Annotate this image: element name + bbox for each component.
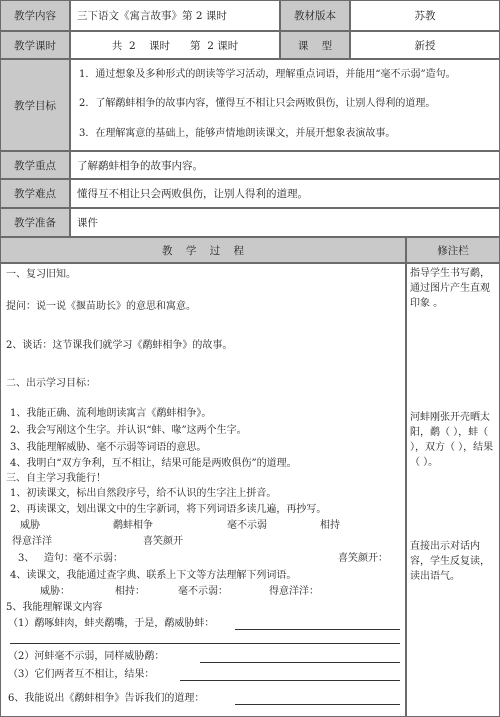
answer-line [10,643,400,644]
lesson-hours: 共 2 课时 第 2 课时 [70,31,280,59]
process-line: 6、我能说出《鹬蚌相争》告诉我们的道理： [8,693,205,704]
understand-word: 得意洋洋： [269,586,319,597]
label-key: 教学重点 [0,151,70,179]
process-line: 2、谈话：这节课我们就学习《鹬蚌相争》的故事。 [6,340,233,351]
zaoju-word-1: 毫不示弱： [73,553,123,564]
notes-body [406,263,500,717]
word: 毫不示弱 [227,520,267,531]
process-line: （2）河蚌毫不示弱，同样威胁鹬： [8,651,165,662]
process-line: 三、自主学习我能行！ [6,473,106,484]
objective-2: 2．了解鹬蚌相争的故事内容，懂得互不相让只会两败俱伤，让别人得利的道理。 [79,98,436,109]
notes-title: 修注栏 [406,237,500,263]
process-line: （1）鹬啄蚌肉，蚌夹鹬嘴，于是，鹬威胁蚌： [8,618,215,629]
understand-word: 威胁： [40,586,70,597]
word: 喜笑颜开 [143,536,183,547]
answer-line [235,704,400,705]
process-line: 3、我能理解威胁、毫不示弱等词语的意思。 [10,442,207,453]
zaoju-prefix: 3、 造句： [18,553,74,564]
process-line: 5、我能理解课文内容 [6,602,103,613]
note-1: 指导学生书写鹬，通过图片产生直观印象 。 [410,268,490,309]
word: 鹬蚌相争 [113,520,153,531]
process-title: 教 学 过 程 [0,237,406,263]
note-2: 河蚌刚张开壳晒太阳，鹬（ ），蚌（ ），双方（ ），结果（ ）。 [410,412,494,468]
process-line: 2、再读课文，划出课文中的生字新词，将下列词语多读几遍，再抄写。 [10,504,327,515]
process-line: 4、我明白“双方争利，互不相让，结果可能是两败俱伤”的道理。 [10,458,297,469]
process-line: 提问：说一说《揠苗助长》的意思和寓意。 [6,301,196,312]
process-line: 1、初读课文，标出自然段序号，给不认识的生字注上拼音。 [10,488,277,499]
lesson-content: 三下语文《寓言故事》第 2 课时 [70,0,280,31]
answer-line [180,680,400,681]
process-line: 1、我能正确、流利地朗读寓言《鹬蚌相争》。 [10,408,212,419]
objective-1: 1．通过想象及多种形式的朗读等学习活动，理解重点词语，并能用“毫不示弱”造句。 [79,69,456,80]
objective-3: 3．在理解寓意的基础上，能够声情地朗读课文，并展开想象表演故事。 [79,128,396,139]
key-point: 了解鹬蚌相争的故事内容。 [70,151,500,179]
label-prep: 教学准备 [0,208,70,237]
label-edition: 教材版本 [280,0,350,31]
understand-word: 毫不示弱： [178,586,228,597]
label-difficulty: 教学难点 [0,179,70,208]
objectives-cell [70,59,500,151]
preparation: 课件 [70,208,500,237]
process-line: 一、复习旧知。 [6,269,76,280]
label-hours: 教学课时 [0,31,70,59]
understand-word: 相持： [115,586,145,597]
process-line: （3）它们两者互不相让，结果： [8,669,155,680]
textbook-edition: 苏教 [350,0,500,31]
process-line: 2、我会写剐这个生字。并认识“蚌、喙”这两个生字。 [10,425,247,436]
lesson-type: 新授 [350,31,500,59]
word: 得意洋洋 [12,536,52,547]
process-line: 二、出示学习目标： [6,378,96,389]
label-objectives: 教学目标 [0,59,70,151]
label-content: 教学内容 [0,0,70,31]
word: 威胁 [20,520,40,531]
zaoju-word-2: 喜笑颜开： [338,553,388,564]
answer-line [235,629,400,630]
note-3: 直接出示对话内容，学生反复读，读出语气。 [410,541,490,582]
word: 相持 [320,520,340,531]
difficulty: 懂得互不相让只会两败俱伤，让别人得利的道理。 [70,179,500,208]
label-type: 课 型 [280,31,350,59]
process-line: 4、读课文，我能通过查字典、联系上下文等方法理解下列词语。 [10,570,297,581]
answer-line [200,662,400,663]
